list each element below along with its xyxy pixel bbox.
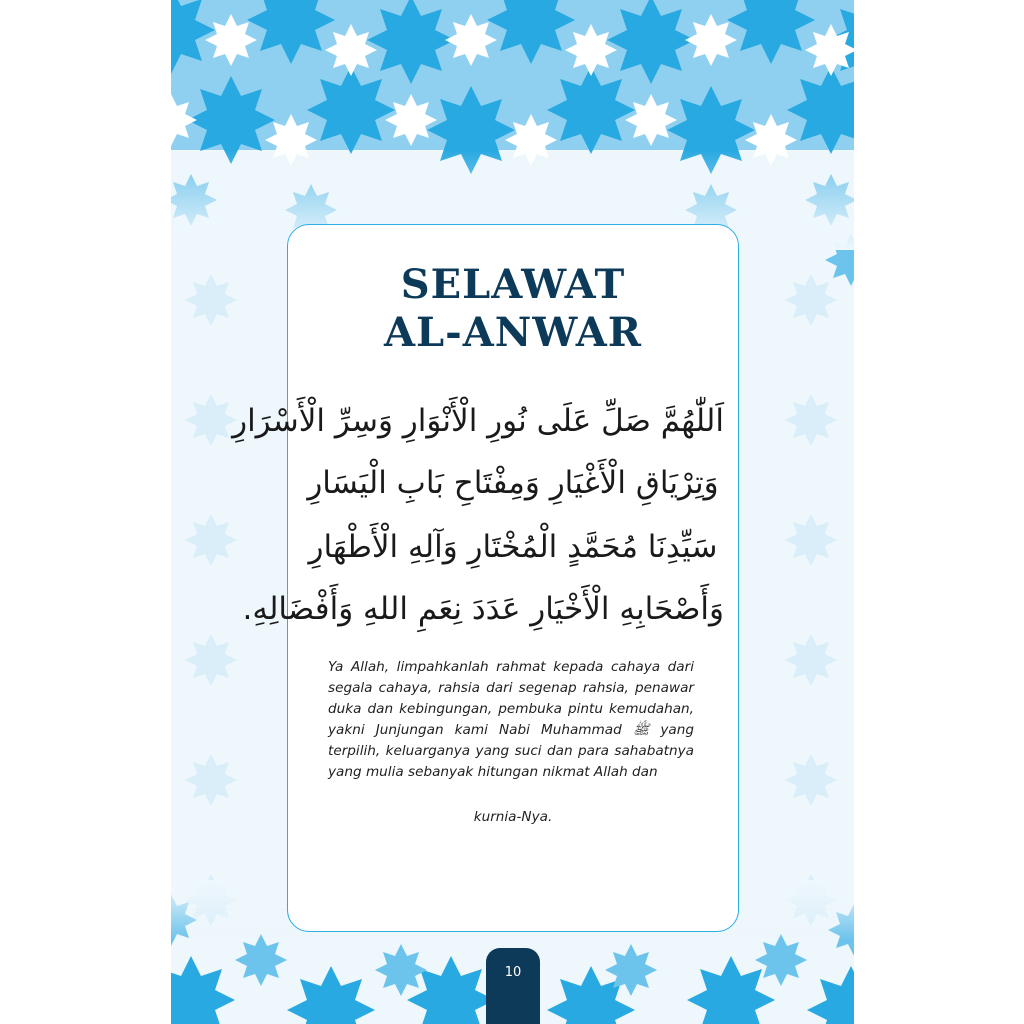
page-number: 10 bbox=[504, 965, 522, 980]
arabic-line-4: وَأَصْحَابِهِ الْأَخْيَارِ عَدَدَ نِعَمِ اللهِ وَأَفْضَالِهِ. bbox=[242, 591, 724, 627]
page-title-line-2: AL-ANWAR bbox=[384, 309, 642, 356]
arabic-line-3: سَيِّدِنَا مُحَمَّدٍ الْمُخْتَارِ وَآلِهِ الْأَطْهَارِ bbox=[308, 529, 718, 565]
book-page bbox=[171, 0, 854, 1024]
page-title-line-1: SELAWAT bbox=[400, 261, 626, 308]
arabic-line-1: اَللّٰهُمَّ صَلِّ عَلَى نُورِ الْأَنْوَارِ وَسِرِّ الْأَسْرَارِ bbox=[232, 403, 724, 439]
page-number-tab bbox=[486, 948, 540, 1024]
translation-text: Ya Allah, limpahkanlah rahmat kepada cahaya dari segala cahaya, rahsia dari segenap rahsia, penawar duka dan kebingungan, pembuka pintu kemudahan, yakni Junjungan kami Nabi Muhammad ﷺ yang terpilih, keluarganya yang suci dan para sahabatnya yang mulia sebanyak hitungan nikmat Allah dan bbox=[328, 659, 694, 780]
translation-text-end: kurnia-Nya. bbox=[473, 809, 553, 825]
content-card bbox=[232, 224, 739, 932]
arabic-line-2: وَتِرْيَاقِ الْأَغْيَارِ وَمِفْتَاحِ بَابِ الْيَسَارِ bbox=[307, 465, 719, 501]
